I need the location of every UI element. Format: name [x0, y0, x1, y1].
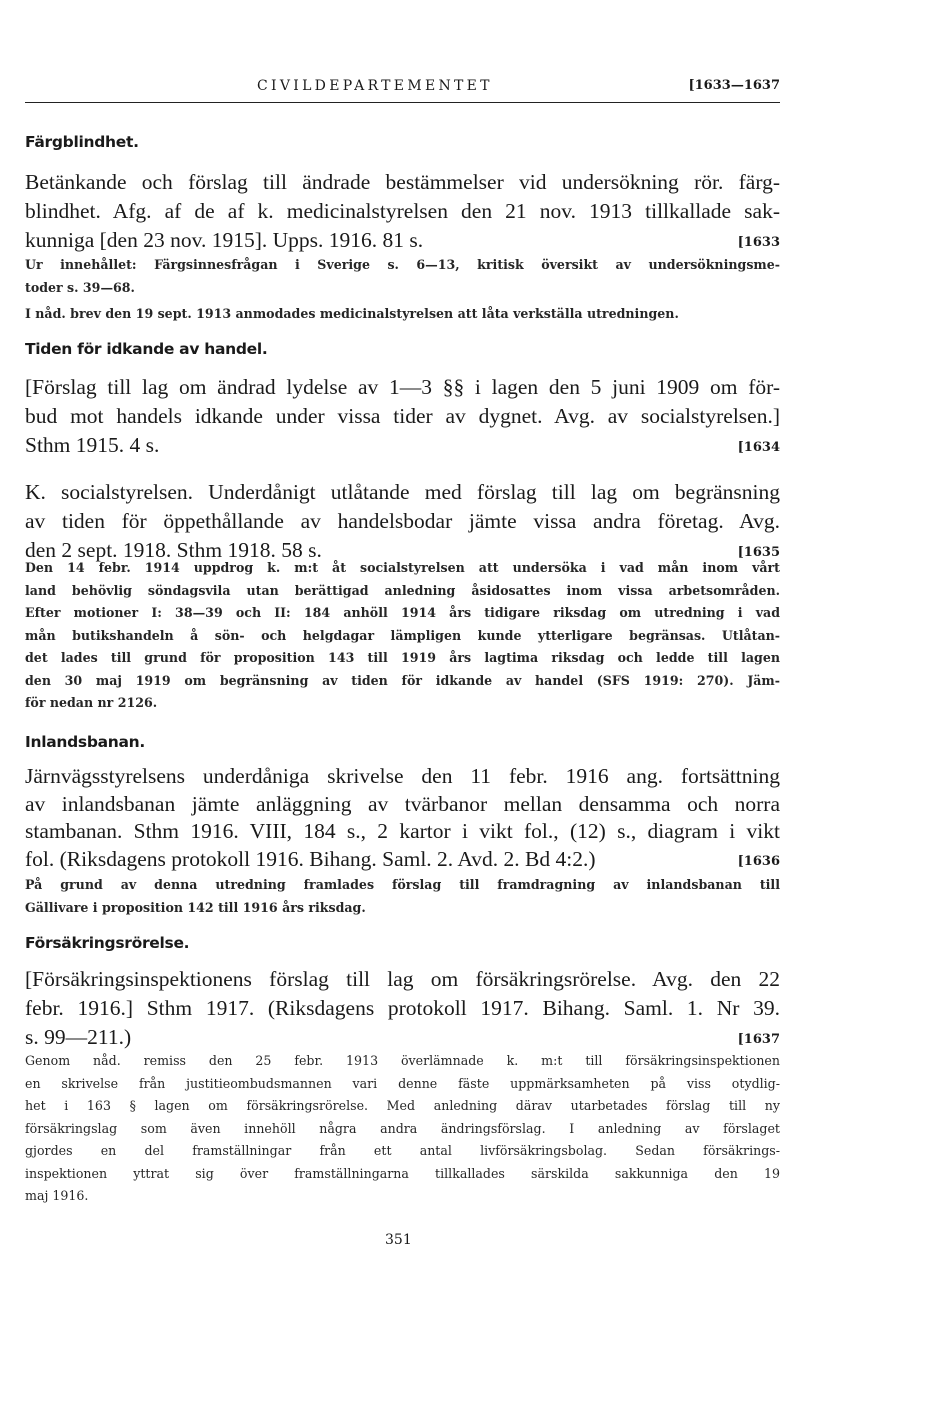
entry-number: [1636 [737, 853, 780, 869]
entry-1636-text [25, 763, 780, 875]
entry-line: [1633 kunniga [den 23 nov. 1915]. Upps. 1916. 81 s. [25, 226, 780, 255]
entry-number: [1637 [737, 1032, 780, 1047]
document-page [25, 0, 780, 1414]
note-line: för nedan nr 2126. [25, 695, 158, 710]
entry-line: av tiden för öppethållande av handelsbodar jämte vissa andra företag. Avg. [25, 509, 780, 533]
note-line: mån butikshandeln å sön- och helgdagar lämpligen kunde ytterligare begränsas. Utlåtan- [25, 627, 780, 643]
entry-1635-note [25, 557, 780, 715]
entry-1633-note [25, 254, 780, 299]
note-line: maj 1916. [25, 1188, 89, 1203]
entry-1633-note-2 [25, 303, 780, 326]
entry-number: [1635 [737, 545, 780, 560]
note-line: det lades till grund för proposition 143 till 1919 års lagtima riksdag och ledde till lagen [25, 650, 780, 665]
entry-line: bud mot handels idkande under vissa tider av dygnet. Avg. av socialstyrelsen.] [25, 404, 780, 428]
entry-line: [Försäkringsinspektionens förslag till lag om försäkringsrörelse. Avg. den 22 [25, 967, 780, 991]
running-head-range: [1633—1637 [688, 78, 780, 93]
running-head [25, 78, 780, 102]
entry-number: [1633 [737, 235, 780, 250]
note-line: Genom nåd. remiss den 25 febr. 1913 överlämnade k. m:t till försäkringsinspektionen [25, 1053, 780, 1068]
entry-1634-text [25, 373, 780, 462]
note-line: Den 14 febr. 1914 uppdrog k. m:t åt socialstyrelsen att undersöka i vad mån inom vårt [25, 560, 780, 575]
note-line: en skrivelse från justitieombudsmannen vari denne fäste uppmärksamheten på viss otydlig- [25, 1075, 780, 1091]
entry-line: Järnvägsstyrelsens underdåniga skrivelse den 11 febr. 1916 ang. fortsättning [25, 764, 780, 788]
note-line: försäkringslag som även innehöll några andra ändringsförslag. I anledning av förslaget [25, 1120, 780, 1136]
entry-1633-text [25, 168, 780, 257]
section-heading-forsakringsrorelse: Försäkringsrörelse. [25, 934, 190, 952]
entry-line: K. socialstyrelsen. Underdånigt utlåtande med förslag till lag om begränsning [25, 480, 780, 504]
note-line: Ur innehållet: Färgsinnesfrågan i Sverige s. 6—13, kritisk översikt av undersökningsme- [25, 257, 780, 272]
note-line: het i 163 § lagen om försäkringsrörelse. Med anledning därav utarbetades förslag till ny [25, 1098, 780, 1113]
entry-line: Betänkande och förslag till ändrade bestämmelser vid undersökning rör. färg- [25, 170, 780, 194]
entry-line: febr. 1916.] Sthm 1917. (Riksdagens protokoll 1917. Bihang. Saml. 1. Nr 39. [25, 996, 780, 1020]
entry-line: [1637 s. 99—211.) [25, 1023, 780, 1052]
header-rule [25, 102, 780, 103]
note-line: I nåd. brev den 19 sept. 1913 anmodades medicinalstyrelsen att låta verkställa utredningen. [25, 306, 679, 321]
section-heading-inlandsbanan: Inlandsbanan. [25, 733, 146, 751]
entry-line: [1634 Sthm 1915. 4 s. [25, 431, 780, 460]
note-line: toder s. 39—68. [25, 279, 135, 295]
entry-line: [1635 den 2 sept. 1918. Sthm 1918. 58 s. [25, 536, 780, 565]
entry-line: blindhet. Afg. af de af k. medicinalstyrelsen den 21 nov. 1913 tillkallade sak- [25, 199, 780, 223]
note-line: den 30 maj 1919 om begränsning av tiden för idkande av handel (SFS 1919: 270). Jäm- [25, 672, 780, 688]
note-line: Efter motioner I: 38—39 och II: 184 anhöll 1914 års tidigare riksdag om utredning i vad [25, 605, 780, 620]
entry-1637-text [25, 965, 780, 1054]
entry-line: [1636 fol. (Riksdagens protokoll 1916. Bihang. Saml. 2. Avd. 2. Bd 4:2.) [25, 846, 780, 874]
section-heading-tiden: Tiden för idkande av handel. [25, 340, 268, 358]
section-heading-fargblindhet: Färgblindhet. [25, 133, 139, 151]
entry-line: stambanan. Sthm 1916. VIII, 184 s., 2 kartor i vikt fol., (12) s., diagram i vikt [25, 819, 780, 843]
entry-1636-note [25, 874, 780, 919]
note-line: land behövlig söndagsvila utan berättigad anledning åsidosattes inom vissa arbetsområden. [25, 582, 780, 598]
note-line: Gällivare i proposition 142 till 1916 års riksdag. [25, 899, 366, 915]
entry-1637-note [25, 1050, 780, 1208]
note-line: gjordes en del framställningar från ett antal livförsäkringsbolag. Sedan försäkrings- [25, 1143, 780, 1158]
entry-line: av inlandsbanan jämte anläggning av tvärbanor mellan densamma och norra [25, 791, 780, 816]
page-number: 351 [385, 1232, 412, 1248]
note-line: inspektionen yttrat sig över framställningarna tillkallades särskilda sakkunniga den 19 [25, 1165, 780, 1181]
entry-1635-text [25, 478, 780, 567]
entry-number: [1634 [737, 440, 780, 455]
running-head-title: CIVILDEPARTEMENTET [257, 78, 493, 94]
entry-line: [Förslag till lag om ändrad lydelse av 1—3 §§ i lagen den 5 juni 1909 om för- [25, 375, 780, 399]
note-line: På grund av denna utredning framlades förslag till framdragning av inlandsbanan till [25, 877, 780, 892]
